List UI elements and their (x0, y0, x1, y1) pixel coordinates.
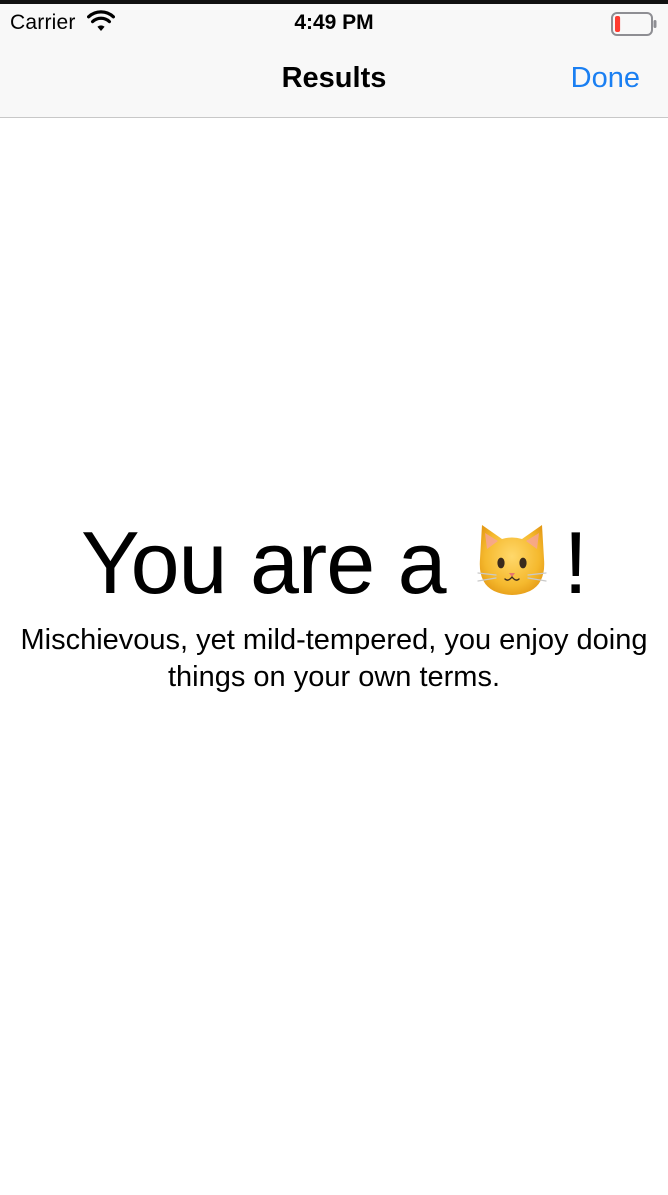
page-title: Results (281, 62, 387, 94)
done-button[interactable]: Done (570, 62, 640, 94)
battery-icon (611, 12, 657, 36)
result-heading (0, 508, 668, 611)
result-heading-suffix: ! (563, 512, 587, 612)
status-bar (0, 4, 668, 40)
navigation-bar (0, 40, 668, 118)
result-description: Mischievous, yet mild-tempered, you enjoy doing things on your own terms. (20, 624, 648, 693)
battery-fill (615, 16, 620, 32)
status-time: 4:49 PM (294, 11, 374, 34)
result-heading-prefix: You are a (81, 512, 446, 612)
cat-face-icon (472, 519, 552, 599)
navigation-chrome (0, 4, 668, 118)
carrier-label: Carrier (10, 11, 76, 34)
